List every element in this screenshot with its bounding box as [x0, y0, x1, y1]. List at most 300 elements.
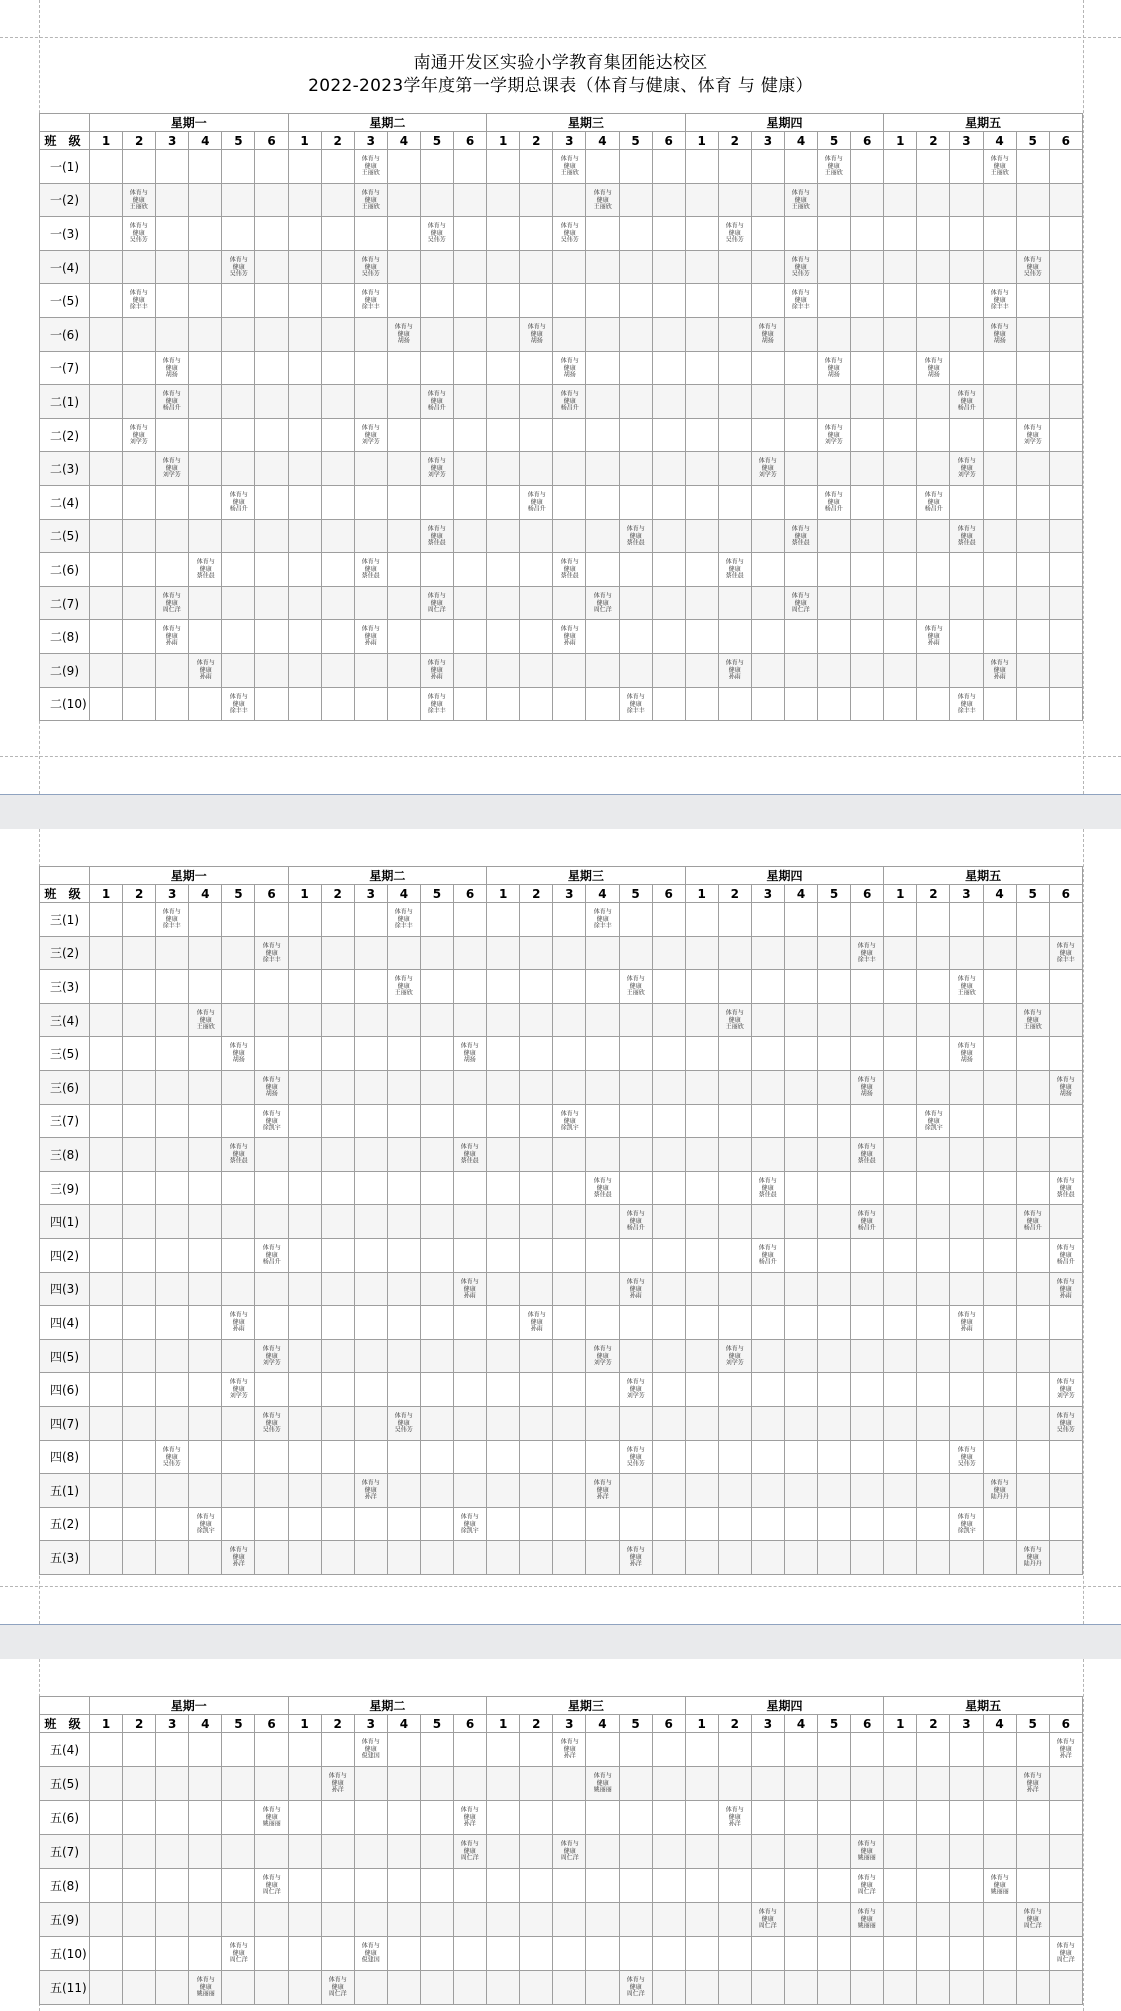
period-slot: [255, 217, 288, 251]
period-slot: [321, 1003, 354, 1037]
subject-text: 健康: [1059, 1418, 1072, 1427]
period-slot: [1016, 1507, 1049, 1541]
period-slot: [387, 1801, 420, 1835]
class-row: [40, 1070, 1083, 1104]
period-slot: [288, 1272, 321, 1306]
period-slot: [950, 1903, 983, 1937]
page-separator: [0, 1624, 1121, 1659]
teacher-name: 徐丰丰: [792, 303, 810, 311]
period-slot: [784, 586, 817, 620]
period-slot: [454, 1003, 487, 1037]
period-slot: [90, 586, 123, 620]
period-slot: [156, 1037, 189, 1071]
period-slot: [652, 1238, 685, 1272]
period-slot: [520, 553, 553, 587]
period-slot: [685, 1037, 718, 1071]
day-header: 星期三: [487, 114, 686, 132]
period-slot: [387, 553, 420, 587]
period-slot: [917, 1733, 950, 1767]
period-slot: [652, 317, 685, 351]
period-slot: [123, 970, 156, 1004]
period-slot: [784, 1339, 817, 1373]
teacher-name: 杨昌升: [825, 504, 844, 513]
period-slot: [1049, 150, 1082, 184]
period-slot: [156, 970, 189, 1004]
period-slot: [487, 1339, 520, 1373]
period-header: 6: [1049, 132, 1082, 150]
period-slot: [553, 284, 586, 318]
period-slot: [950, 1138, 983, 1172]
period-header: 2: [321, 885, 354, 903]
period-slot: [1016, 1171, 1049, 1205]
teacher-name: 徐凯宇: [560, 1123, 579, 1131]
period-slot: [983, 1474, 1016, 1508]
subject-text: 健康: [166, 914, 179, 923]
period-slot: [884, 1339, 917, 1373]
period-slot: [1016, 1138, 1049, 1172]
period-slot: [884, 970, 917, 1004]
class-row: [40, 620, 1083, 654]
period-slot: [818, 1767, 851, 1801]
teacher-name: 周仁洋: [560, 1854, 579, 1862]
period-slot: [123, 1903, 156, 1937]
period-slot: [189, 1971, 222, 2005]
subject-text: 健康: [960, 1519, 973, 1527]
period-slot: [818, 150, 851, 184]
period-slot: [288, 553, 321, 587]
class-row: [40, 1971, 1083, 2005]
subject-text: 健康: [265, 1813, 278, 1821]
period-slot: [553, 1733, 586, 1767]
class-entry: [958, 525, 976, 546]
period-slot: [884, 385, 917, 419]
period-slot: [1049, 418, 1082, 452]
period-header: 5: [420, 1715, 453, 1733]
period-slot: [354, 317, 387, 351]
period-slot: [123, 452, 156, 486]
period-slot: [156, 586, 189, 620]
period-slot: [917, 317, 950, 351]
subject-text: 体育与: [825, 155, 844, 163]
period-slot: [619, 1903, 652, 1937]
period-slot: [222, 903, 255, 937]
period-slot: [652, 1171, 685, 1205]
class-entry: [1057, 1379, 1075, 1400]
period-slot: [520, 317, 553, 351]
subject-text: 体育与: [626, 1546, 645, 1554]
period-slot: [950, 1507, 983, 1541]
period-slot: [586, 150, 619, 184]
period-slot: [917, 1070, 950, 1104]
teacher-name: 孙雨: [927, 639, 940, 647]
period-slot: [553, 1801, 586, 1835]
period-slot: [751, 553, 784, 587]
period-slot: [222, 452, 255, 486]
subject-text: 健康: [331, 1779, 344, 1787]
period-slot: [751, 519, 784, 553]
period-slot: [420, 183, 453, 217]
period-slot: [354, 1003, 387, 1037]
period-slot: [520, 250, 553, 284]
period-slot: [156, 1869, 189, 1903]
day-header: 星期一: [90, 1697, 289, 1715]
class-name: 五(1): [40, 1474, 90, 1508]
period-slot: [354, 1104, 387, 1138]
subject-text: 体育与: [1023, 1546, 1042, 1554]
period-slot: [222, 687, 255, 721]
period-slot: [685, 1507, 718, 1541]
class-name: 一(2): [40, 183, 90, 217]
period-slot: [586, 1733, 619, 1767]
class-name: 三(3): [40, 970, 90, 1004]
period-slot: [255, 1440, 288, 1474]
period-slot: [420, 250, 453, 284]
period-slot: [189, 553, 222, 587]
period-slot: [950, 1171, 983, 1205]
period-slot: [619, 1971, 652, 2005]
subject-text: 体育与: [626, 1210, 645, 1218]
period-slot: [685, 1339, 718, 1373]
period-slot: [586, 1801, 619, 1835]
teacher-name: 孙雨: [364, 639, 377, 647]
period-slot: [189, 687, 222, 721]
period-slot: [420, 217, 453, 251]
teacher-name: 吴伟芳: [361, 269, 380, 277]
class-name: 五(6): [40, 1801, 90, 1835]
period-slot: [751, 653, 784, 687]
period-slot: [884, 1903, 917, 1937]
period-header: 6: [255, 132, 288, 150]
class-entry: [858, 1875, 876, 1896]
period-slot: [851, 687, 884, 721]
period-slot: [917, 1903, 950, 1937]
period-slot: [387, 1541, 420, 1575]
period-slot: [553, 1339, 586, 1373]
subject-text: 体育与: [361, 625, 380, 633]
period-slot: [1049, 250, 1082, 284]
period-slot: [818, 183, 851, 217]
period-slot: [321, 1801, 354, 1835]
period-slot: [917, 1339, 950, 1373]
class-entry: [958, 1446, 976, 1467]
period-header-row: [40, 132, 1083, 150]
period-slot: [718, 1541, 751, 1575]
teacher-name: 吴伟芳: [725, 236, 744, 244]
period-slot: [520, 1339, 553, 1373]
class-name: 五(4): [40, 1733, 90, 1767]
period-slot: [321, 1104, 354, 1138]
period-slot: [454, 485, 487, 519]
period-slot: [1049, 1037, 1082, 1071]
period-header: 3: [751, 885, 784, 903]
period-slot: [884, 1037, 917, 1071]
period-slot: [652, 1339, 685, 1373]
period-slot: [884, 1869, 917, 1903]
period-slot: [884, 1138, 917, 1172]
period-slot: [784, 1903, 817, 1937]
period-slot: [321, 385, 354, 419]
period-slot: [1049, 1801, 1082, 1835]
period-slot: [1049, 1869, 1082, 1903]
teacher-name: 徐凯宇: [957, 1526, 976, 1534]
subject-text: 健康: [993, 329, 1006, 338]
period-slot: [156, 1903, 189, 1937]
period-slot: [354, 150, 387, 184]
period-slot: [222, 1474, 255, 1508]
period-slot: [718, 1937, 751, 1971]
period-slot: [454, 317, 487, 351]
period-slot: [983, 1406, 1016, 1440]
period-slot: [90, 1937, 123, 1971]
period-slot: [156, 1971, 189, 2005]
period-slot: [685, 1440, 718, 1474]
period-slot: [156, 936, 189, 970]
period-slot: [851, 1440, 884, 1474]
subject-text: 健康: [761, 464, 774, 472]
subject-text: 体育与: [957, 975, 976, 983]
period-slot: [189, 586, 222, 620]
period-slot: [255, 970, 288, 1004]
period-header: 5: [1016, 1715, 1049, 1733]
period-slot: [354, 1903, 387, 1937]
period-slot: [917, 1767, 950, 1801]
period-slot: [454, 183, 487, 217]
period-slot: [818, 1869, 851, 1903]
class-row: [40, 1406, 1083, 1440]
period-slot: [652, 452, 685, 486]
period-slot: [123, 519, 156, 553]
period-slot: [917, 1272, 950, 1306]
period-slot: [90, 317, 123, 351]
period-slot: [321, 1440, 354, 1474]
class-column-header: 班 级: [40, 1715, 90, 1733]
period-slot: [1016, 183, 1049, 217]
day-header: 星期二: [288, 1697, 487, 1715]
period-slot: [851, 936, 884, 970]
period-slot: [420, 1406, 453, 1440]
period-slot: [487, 1903, 520, 1937]
period-slot: [983, 485, 1016, 519]
period-slot: [950, 183, 983, 217]
period-header: 6: [1049, 885, 1082, 903]
class-entry: [858, 1841, 876, 1862]
subject-text: 健康: [364, 296, 377, 304]
period-slot: [784, 1971, 817, 2005]
period-slot: [751, 385, 784, 419]
subject-text: 健康: [464, 1150, 477, 1158]
subject-text: 体育与: [461, 1143, 480, 1151]
subject-text: 健康: [199, 665, 212, 674]
period-slot: [123, 1070, 156, 1104]
teacher-name: 王丽欣: [130, 202, 149, 210]
period-slot: [189, 1104, 222, 1138]
period-header: 2: [123, 1715, 156, 1733]
class-name: 一(3): [40, 217, 90, 251]
teacher-name: 姚丽丽: [593, 1786, 612, 1794]
period-slot: [156, 1070, 189, 1104]
period-slot: [884, 687, 917, 721]
period-slot: [1016, 1272, 1049, 1306]
teacher-name: 周仁洋: [163, 605, 182, 613]
period-slot: [983, 1238, 1016, 1272]
period-slot: [950, 385, 983, 419]
period-slot: [123, 1272, 156, 1306]
period-slot: [420, 553, 453, 587]
class-entry: [263, 943, 281, 964]
period-slot: [1016, 903, 1049, 937]
period-slot: [420, 1903, 453, 1937]
class-entry: [362, 290, 380, 311]
period-slot: [983, 183, 1016, 217]
period-slot: [818, 620, 851, 654]
period-slot: [387, 1104, 420, 1138]
class-name: 四(4): [40, 1306, 90, 1340]
period-slot: [487, 1037, 520, 1071]
period-header: 2: [718, 885, 751, 903]
subject-text: 健康: [265, 1418, 278, 1427]
period-header: 5: [222, 1715, 255, 1733]
period-slot: [454, 936, 487, 970]
teacher-name: 王丽欣: [725, 1022, 744, 1030]
period-slot: [884, 1541, 917, 1575]
period-slot: [156, 385, 189, 419]
day-header: 星期五: [884, 867, 1083, 885]
period-slot: [454, 1070, 487, 1104]
period-slot: [619, 1835, 652, 1869]
class-entry: [263, 1413, 281, 1434]
period-slot: [784, 553, 817, 587]
class-row: [40, 317, 1083, 351]
period-slot: [685, 217, 718, 251]
class-row: [40, 586, 1083, 620]
teacher-name: 杨昌升: [229, 504, 248, 513]
subject-text: 健康: [563, 1847, 576, 1855]
period-slot: [288, 250, 321, 284]
teacher-name: 杨昌升: [428, 403, 446, 412]
subject-text: 健康: [199, 565, 212, 573]
period-slot: [917, 1138, 950, 1172]
class-entry: [924, 1111, 942, 1132]
period-slot: [156, 1541, 189, 1575]
teacher-name: 胡扬: [927, 370, 940, 378]
class-row: [40, 1733, 1083, 1767]
period-slot: [983, 903, 1016, 937]
subject-text: 健康: [596, 1486, 609, 1494]
header-corner-blank: [40, 1697, 90, 1715]
period-header: 6: [652, 132, 685, 150]
period-slot: [851, 284, 884, 318]
subject-text: 健康: [960, 699, 973, 707]
period-slot: [685, 1903, 718, 1937]
period-slot: [784, 1373, 817, 1407]
period-slot: [751, 452, 784, 486]
period-slot: [354, 250, 387, 284]
period-slot: [586, 936, 619, 970]
period-header: 4: [586, 885, 619, 903]
period-slot: [619, 1373, 652, 1407]
class-name: 三(6): [40, 1070, 90, 1104]
period-slot: [1016, 150, 1049, 184]
period-slot: [420, 687, 453, 721]
period-slot: [487, 1937, 520, 1971]
class-entry: [627, 976, 645, 997]
period-slot: [288, 418, 321, 452]
period-slot: [652, 284, 685, 318]
period-slot: [619, 1474, 652, 1508]
period-slot: [751, 1507, 784, 1541]
period-slot: [255, 1138, 288, 1172]
subject-text: 健康: [993, 665, 1006, 674]
subject-text: 体育与: [626, 1378, 645, 1386]
period-slot: [354, 970, 387, 1004]
period-slot: [520, 1003, 553, 1037]
period-slot: [586, 1937, 619, 1971]
period-header: 2: [520, 885, 553, 903]
period-slot: [1049, 653, 1082, 687]
period-slot: [685, 1767, 718, 1801]
class-entry: [627, 1278, 645, 1299]
period-slot: [321, 452, 354, 486]
class-name: 四(1): [40, 1205, 90, 1239]
period-slot: [487, 452, 520, 486]
period-slot: [851, 1869, 884, 1903]
subject-text: 健康: [596, 1351, 609, 1360]
period-slot: [818, 1003, 851, 1037]
subject-text: 体育与: [792, 289, 810, 297]
period-slot: [255, 553, 288, 587]
period-slot: [917, 1440, 950, 1474]
period-slot: [156, 1474, 189, 1508]
period-slot: [553, 936, 586, 970]
period-slot: [90, 1801, 123, 1835]
class-entry: [991, 1480, 1009, 1501]
subject-text: 体育与: [990, 289, 1009, 297]
period-slot: [950, 1733, 983, 1767]
teacher-name: 吴伟芳: [428, 236, 446, 244]
class-row: [40, 1541, 1083, 1575]
period-slot: [222, 317, 255, 351]
subject-text: 健康: [232, 1385, 245, 1393]
period-slot: [354, 1801, 387, 1835]
teacher-name: 徐丰丰: [361, 303, 380, 311]
period-slot: [983, 687, 1016, 721]
period-slot: [454, 620, 487, 654]
period-slot: [288, 586, 321, 620]
period-slot: [487, 1971, 520, 2005]
period-header: 3: [950, 1715, 983, 1733]
period-slot: [123, 183, 156, 217]
day-header: 星期四: [685, 114, 884, 132]
period-slot: [255, 1003, 288, 1037]
period-slot: [950, 1937, 983, 1971]
period-slot: [619, 1801, 652, 1835]
class-entry: [958, 1514, 976, 1535]
period-slot: [189, 1070, 222, 1104]
period-slot: [321, 553, 354, 587]
class-entry: [362, 257, 380, 278]
period-slot: [917, 1474, 950, 1508]
period-slot: [818, 351, 851, 385]
class-row: [40, 351, 1083, 385]
period-header: 5: [222, 885, 255, 903]
margin-guide: [1083, 0, 1084, 794]
period-slot: [1016, 970, 1049, 1004]
subject-text: 健康: [431, 229, 443, 237]
period-slot: [1016, 485, 1049, 519]
document-subtitle: 2022-2023学年度第一学期总课表（体育与健康、体育 与 健康）: [308, 76, 813, 96]
period-slot: [950, 1835, 983, 1869]
period-slot: [851, 1339, 884, 1373]
